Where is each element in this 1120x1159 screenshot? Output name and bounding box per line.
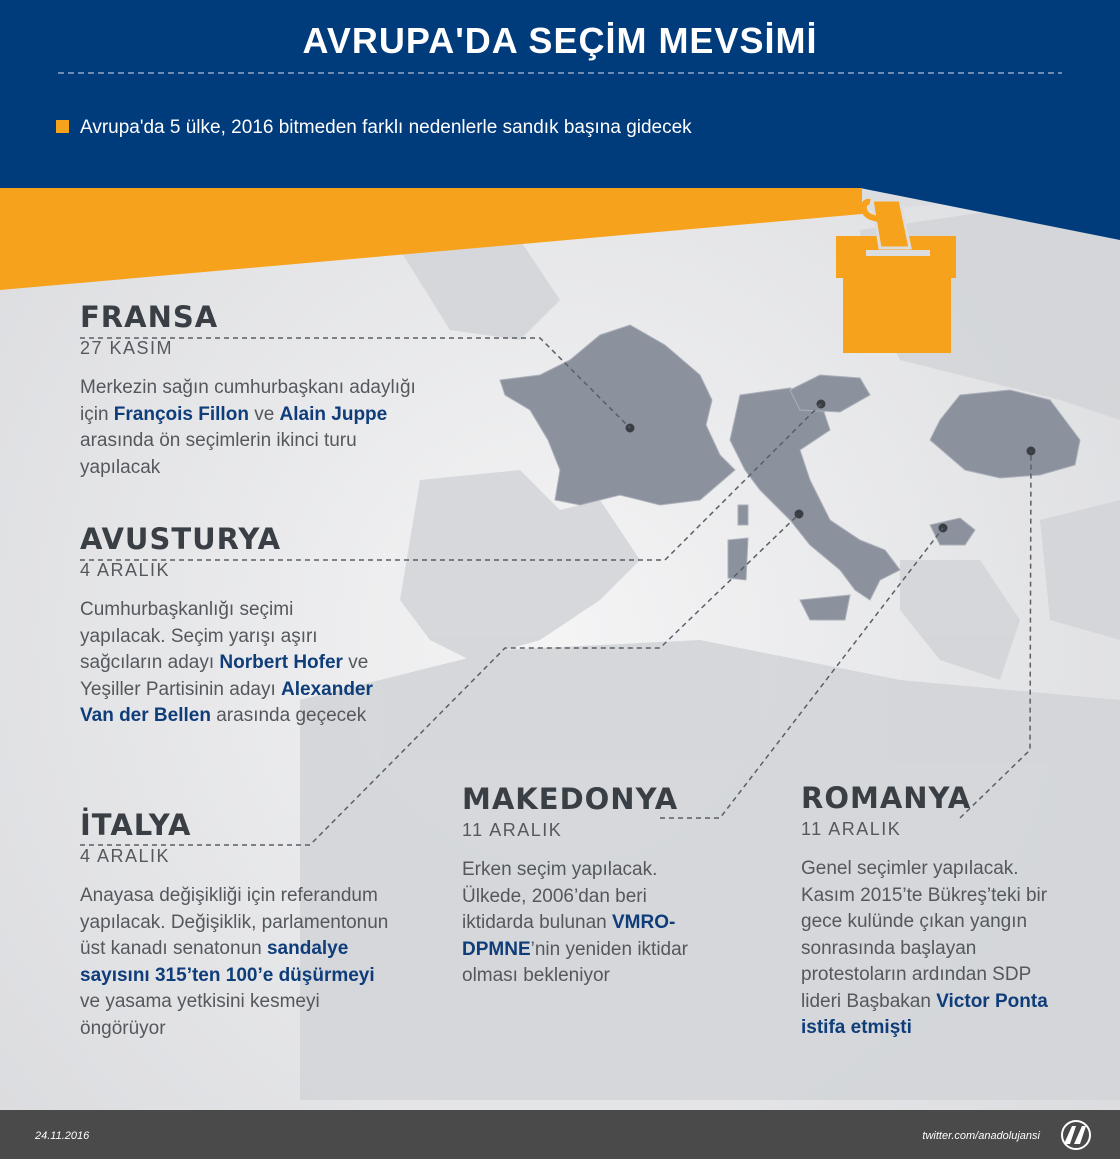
country-name: ROMANYA — [801, 781, 972, 815]
election-date: 11 ARALIK — [462, 820, 563, 840]
country-block-france — [80, 300, 430, 481]
footer-bar — [0, 1110, 1120, 1159]
country-description: Genel seçimler yapılacak. Kasım 2015’te Bükreş’teki bir gece kulünde çıkan yangın sonrasında başlayan protestoların ardından SDP lideri Başbakan Victor Ponta istifa etmişti — [801, 858, 1048, 1038]
country-description: Merkezin sağın cumhurbaşkanı adaylığı için François Fillon ve Alain Juppe arasında ön seçimlerin ikinci turu yapılacak — [80, 377, 416, 478]
country-description: Cumhurbaşkanlığı seçimi yapılacak. Seçim yarışı aşırı sağcıların adayı Norbert Hofer ve Yeşiller Partisinin adayı Alexander Van der Bellen arasında geçecek — [80, 599, 373, 726]
country-block-austria — [80, 522, 380, 730]
country-block-macedonia — [462, 782, 697, 990]
twitter-handle[interactable]: twitter.com/anadolujansi — [922, 1130, 1040, 1142]
country-block-romania — [801, 781, 1051, 1042]
country-name: MAKEDONYA — [462, 782, 679, 816]
subtitle-text: Avrupa'da 5 ülke, 2016 bitmeden farklı nedenlerle sandık başına gidecek — [80, 117, 692, 138]
country-description: Anayasa değişikliği için referandum yapılacak. Değişiklik, parlamentonun üst kanadı senatonun sandalye sayısını 315’ten 100’e düşürmeyi ve yasama yetkisini kesmeyi öngörüyor — [80, 885, 389, 1039]
election-date: 27 KASIM — [80, 338, 174, 358]
country-name: İTALYA — [80, 808, 192, 842]
country-description: Erken seçim yapılacak. Ülkede, 2006’dan beri iktidarda bulunan VMRO-DPMNE’nin yeniden iktidar olması bekleniyor — [462, 859, 688, 986]
country-block-italy — [80, 808, 400, 1042]
country-name: FRANSA — [80, 300, 219, 334]
footer-date: 24.11.2016 — [35, 1130, 90, 1142]
election-date: 11 ARALIK — [801, 819, 902, 839]
bullet-square-icon — [56, 120, 69, 133]
country-name: AVUSTURYA — [80, 522, 282, 556]
aa-logo-icon — [1056, 1120, 1096, 1150]
election-date: 4 ARALIK — [80, 846, 171, 866]
subtitle — [80, 117, 692, 139]
election-date: 4 ARALIK — [80, 560, 171, 580]
page-title: AVRUPA'DA SEÇİM MEVSİMİ — [302, 20, 818, 61]
